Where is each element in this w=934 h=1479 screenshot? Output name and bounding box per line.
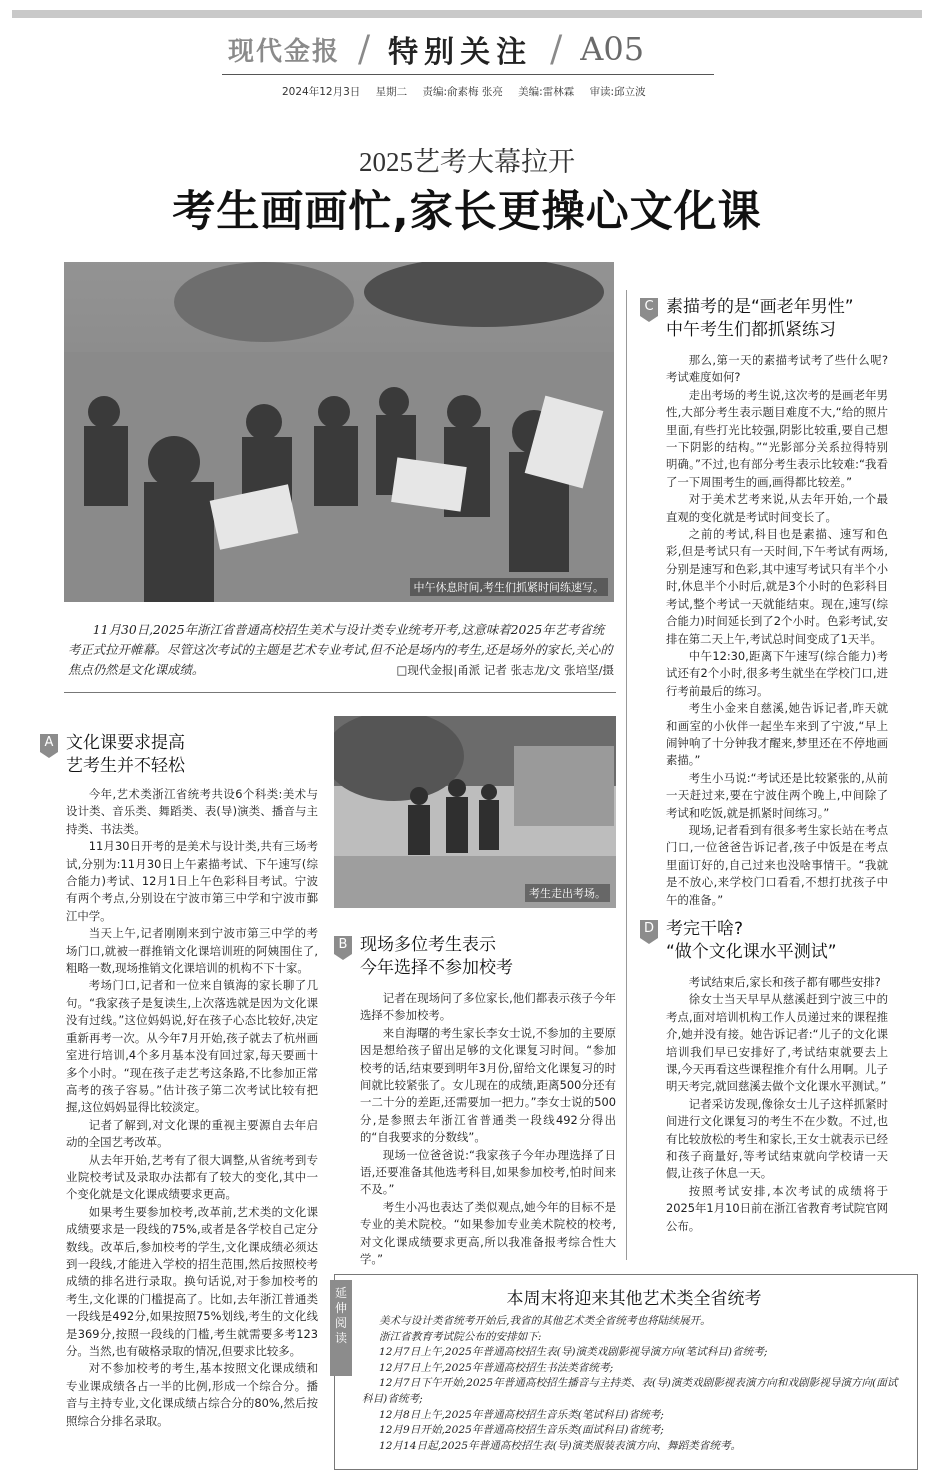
schedule-item: 12月8日上午,2025年普通高校招生音乐类(笔试科目)省统考; bbox=[378, 1408, 664, 1421]
section-a-body bbox=[66, 786, 318, 1430]
schedule-item: 12月14日起,2025年普通高校招生表(导)演类服装表演方向、舞蹈类省统考。 bbox=[378, 1439, 742, 1452]
schedule-item: 12月7日上午,2025年普通高校招生表(导)演类戏剧影视导演方向(笔试科目)省统考; bbox=[378, 1346, 768, 1359]
paragraph: 之前的考试,科目也是素描、速写和色彩,但是考试只有一天时间,下午考试有两场,分别是速写和色彩,其中速写考试只有半个小时,休息半个小时后,就是3个小时的色彩科目考试,整个考试一天就能结束。现在,速写(综合能力)时间延长到了2个小时。色彩考试,安排在第二天上午,考试总时间变成了1天半。 bbox=[666, 527, 888, 646]
section-b-title-line1: 现场多位考生表示 bbox=[360, 935, 496, 955]
headline: 考生画画忙,家长更操心文化课 bbox=[172, 187, 762, 237]
dateline bbox=[282, 84, 658, 99]
section-b-title-line2: 今年选择不参加校考 bbox=[360, 958, 513, 978]
paragraph: 现场一位爸爸说:“我家孩子今年办理选择了日语,还要准备其他选考科目,如果参加校考,怕时间来不及。” bbox=[360, 1147, 616, 1197]
section-b-body bbox=[360, 990, 616, 1269]
second-photo-image bbox=[334, 716, 616, 908]
paragraph: 那么,第一天的素描考试考了些什么呢?考试难度如何? bbox=[666, 353, 888, 385]
byline: □现代金报|甬派 记者 张志龙/文 张培坚/摄 bbox=[396, 663, 614, 677]
paragraph: 从去年开始,艺考有了很大调整,从省统考到专业院校考试及录取办法都有了较大的变化,其中一个变化就是文化课成绩要求更高。 bbox=[66, 1152, 318, 1202]
masthead bbox=[228, 28, 644, 70]
weekday: 星期二 bbox=[375, 86, 408, 98]
section-c-title-line1: 素描考的是“画老年男性” bbox=[666, 297, 854, 317]
masthead-rule bbox=[222, 74, 714, 75]
paragraph: 如果考生要参加校考,改革前,艺术类的文化课成绩要求是一段线的75%,或者是各学校自己定分数线。改革后,参加校考的学生,文化课成绩必须达到一段线,才能进入学校的招生范围,然后按照校考成绩的排名进行录取。换句话说,对于参加校考的考生,文化课的门槛提高了。比如,去年浙江普通类一段线是492分,如果按照75%划线,考生的文化线是369分,按照一段线的门槛,考生就需要多考123分。当然,也有破格录取的情况,但要求比较多。 bbox=[66, 1204, 318, 1358]
paragraph: 对不参加校考的考生,基本按照文化课成绩和专业课成绩各占一半的比例,形成一个综合分。播音与主持专业,文化课成绩占综合分的80%,然后按照综合分排名录取。 bbox=[66, 1361, 318, 1428]
paragraph: 11月30日开考的是美术与设计类,共有三场考试,分别为:11月30日上午素描考试、下午速写(综合能力)考试、12月1日上午色彩科目考试。宁波有两个考点,分别设在宁波市第三中学和宁波市鄞江中学。 bbox=[66, 839, 318, 923]
editor: 责编:俞素梅 张亮 bbox=[422, 86, 503, 98]
section-d-title-line2: “做个文化课水平测试” bbox=[666, 942, 837, 962]
page-number: A05 bbox=[580, 30, 645, 68]
extended-reading-title: 本周末将迎来其他艺术类全省统考 bbox=[506, 1289, 762, 1309]
section-c-title-line2: 中午考生们都抓紧练习 bbox=[666, 320, 836, 340]
column-rule bbox=[626, 290, 627, 1260]
paragraph: 中午12:30,距离下午速写(综合能力)考试还有2个小时,很多考生就坐在学校门口,进行考前最后的练习。 bbox=[666, 648, 888, 698]
paragraph: 考场门口,记者和一位来自镇海的家长聊了几句。“我家孩子是复读生,上次落选就是因为文化课没有过线。”这位妈妈说,好在孩子心态比较好,决定重新再考一次。从今年7月开始,孩子就去了杭州画室进行培训,4个多月基本没有回过家,每天要画十多个小时。“现在孩子走艺考这条路,不比参加正常高考的孩子容易。”估计孩子第二次考试比较有把握,这位妈妈显得比较淡定。 bbox=[66, 978, 318, 1115]
section-b-tag: B bbox=[334, 936, 352, 954]
section-d-body bbox=[666, 974, 888, 1235]
section-a-title-line1: 文化课要求提高 bbox=[66, 733, 185, 753]
lead-rule bbox=[64, 692, 616, 693]
section-d-title-line1: 考完干啥? bbox=[666, 919, 744, 939]
main-photo bbox=[64, 262, 614, 602]
newspaper-brand: 现代金报 bbox=[228, 36, 341, 67]
second-photo-caption: 考生走出考场。 bbox=[525, 884, 610, 902]
paragraph: 现场,记者看到有很多考生家长站在考点门口,一位爸爸告诉记者,孩子中饭是在考点里面订好的,自己过来也没啥事情干。“我就是不放心,来学校门口看看,不想打扰孩子中午的准备。” bbox=[666, 822, 888, 907]
paragraph: 记者在现场问了多位家长,他们都表示孩子今年选择不参加校考。 bbox=[360, 991, 616, 1023]
section-a-tag: A bbox=[40, 734, 58, 752]
date: 2024年12月3日 bbox=[282, 86, 361, 98]
main-photo-image bbox=[64, 262, 614, 602]
schedule-item: 12月7日上午,2025年普通高校招生书法类省统考; bbox=[378, 1361, 614, 1374]
second-photo bbox=[334, 716, 616, 908]
paragraph: 徐女士当天早早从慈溪赶到宁波三中的考点,面对培训机构工作人员递过来的课程推介,她并没有接。她告诉记者:“儿子的文化课培训我们早已安排好了,考试结束就要去上课,今天再看这些课程推介有什么用啊。儿子明天考完,就回慈溪去做个文化课水平测试。” bbox=[666, 992, 888, 1094]
paragraph: 今年,艺术类浙江省统考共设6个科类:美术与设计类、音乐类、舞蹈类、表(导)演类、播音与主持类、书法类。 bbox=[66, 787, 318, 836]
section-b-heading bbox=[334, 934, 513, 980]
paragraph: 考试结束后,家长和孩子都有哪些安排? bbox=[688, 975, 881, 989]
schedule-intro: 浙江省教育考试院公布的安排如下: bbox=[378, 1330, 542, 1343]
paragraph: 按照考试安排,本次考试的成绩将于2025年1月10日前在浙江省教育考试院官网公布。 bbox=[666, 1183, 888, 1233]
section-c-body bbox=[666, 352, 888, 909]
lead-paragraph bbox=[68, 620, 614, 680]
masthead-divider: / bbox=[550, 28, 563, 70]
paragraph: 来自海曙的考生家长李女士说,不参加的主要原因是想给孩子留出足够的文化课复习时间。“参加校考的话,结束要到明年3月份,留给文化课复习的时间就比较紧张了。女儿现在的成绩,距离500分还有一二十分的差距,还需要加一把力。”李女士说的500分,是参照去年浙江省普通类一段线492分得出的“自我要求的分数线”。 bbox=[360, 1025, 616, 1145]
section-c-heading bbox=[640, 296, 854, 342]
lead-text: 11月30日,2025年浙江省普通高校招生美术与设计类专业统考开考,这意味着2025年艺考省统考正式拉开帷幕。尽管这次考试的主题是艺术专业考试,但不论是场内的考生,还是场外的家长,关心的焦点仍然是文化课成绩。 bbox=[68, 622, 613, 677]
paragraph: 对于美术艺考来说,从去年开始,一个最直观的变化就是考试时间变长了。 bbox=[666, 492, 888, 524]
main-photo-caption: 中午休息时间,考生们抓紧时间练速写。 bbox=[410, 578, 609, 596]
extended-reading-body bbox=[362, 1314, 906, 1454]
schedule-item: 12月7日下午开始,2025年普通高校招生播音与主持类、表(导)演类戏剧影视表演方向和戏剧影视导演方向(面试科目)省统考; bbox=[362, 1377, 898, 1405]
section-a-title-line2: 艺考生并不轻松 bbox=[66, 756, 185, 776]
schedule-item: 12月9日开始,2025年普通高校招生音乐类(面试科目)省统考; bbox=[378, 1424, 664, 1437]
extended-reading-tab: 延伸阅读 bbox=[330, 1280, 352, 1376]
reviewer: 审读:邱立波 bbox=[589, 86, 646, 98]
section-d-heading bbox=[640, 918, 837, 964]
paragraph: 记者了解到,对文化课的重视主要源自去年启动的全国艺考改革。 bbox=[66, 1117, 318, 1150]
paragraph: 当天上午,记者刚刚来到宁波市第三中学的考场门口,就被一群推销文化课培训班的阿姨围住了,粗略一数,现场推销文化课培训的机构不下十家。 bbox=[66, 926, 318, 976]
masthead-divider: / bbox=[358, 28, 371, 70]
section-c-tag: C bbox=[640, 298, 658, 316]
designer: 美编:雷林霖 bbox=[518, 86, 575, 98]
section-name: 特别关注 bbox=[388, 35, 533, 70]
section-d-tag: D bbox=[640, 920, 658, 938]
section-a-heading bbox=[40, 732, 185, 778]
paragraph: 考生小冯也表达了类似观点,她今年的目标不是专业的美术院校。“如果参加专业美术院校的校考,对文化课成绩要求更高,所以我准备报考综合性大学。” bbox=[360, 1199, 616, 1267]
paragraph: 考生小马说:“考试还是比较紧张的,从前一天赶过来,要在宁波住两个晚上,中间除了考试和吃饭,就是抓紧时间练习。” bbox=[666, 770, 888, 820]
paragraph: 走出考场的考生说,这次考的是画老年男性,大部分考生表示题目难度不大,“给的照片里面,有些打光比较强,阴影比较重,要自己想一下阴影的结构。”“光影部分关系拉得特别明确。”不过,也有部分考生表示比较难:“我看了一下周围考生的画,画得都比较差。” bbox=[666, 387, 888, 489]
paragraph: 记者采访发现,像徐女士儿子这样抓紧时间进行文化课复习的考生不在少数。不过,也有比较放松的考生和家长,王女士就表示已经和孩子商量好,等考试结束就向学校请一天假,让孩子休息一天。 bbox=[666, 1096, 888, 1181]
kicker: 2025艺考大幕拉开 bbox=[359, 147, 575, 177]
paragraph: 考生小金来自慈溪,她告诉记者,昨天就和画室的小伙伴一起坐车来到了宁波,“早上闹钟响了十分钟我才醒来,梦里还在不停地画素描。” bbox=[666, 701, 888, 768]
extended-intro: 美术与设计类省统考开始后,我省的其他艺术类全省统考也将陆续展开。 bbox=[378, 1315, 711, 1327]
top-bar bbox=[12, 10, 922, 18]
